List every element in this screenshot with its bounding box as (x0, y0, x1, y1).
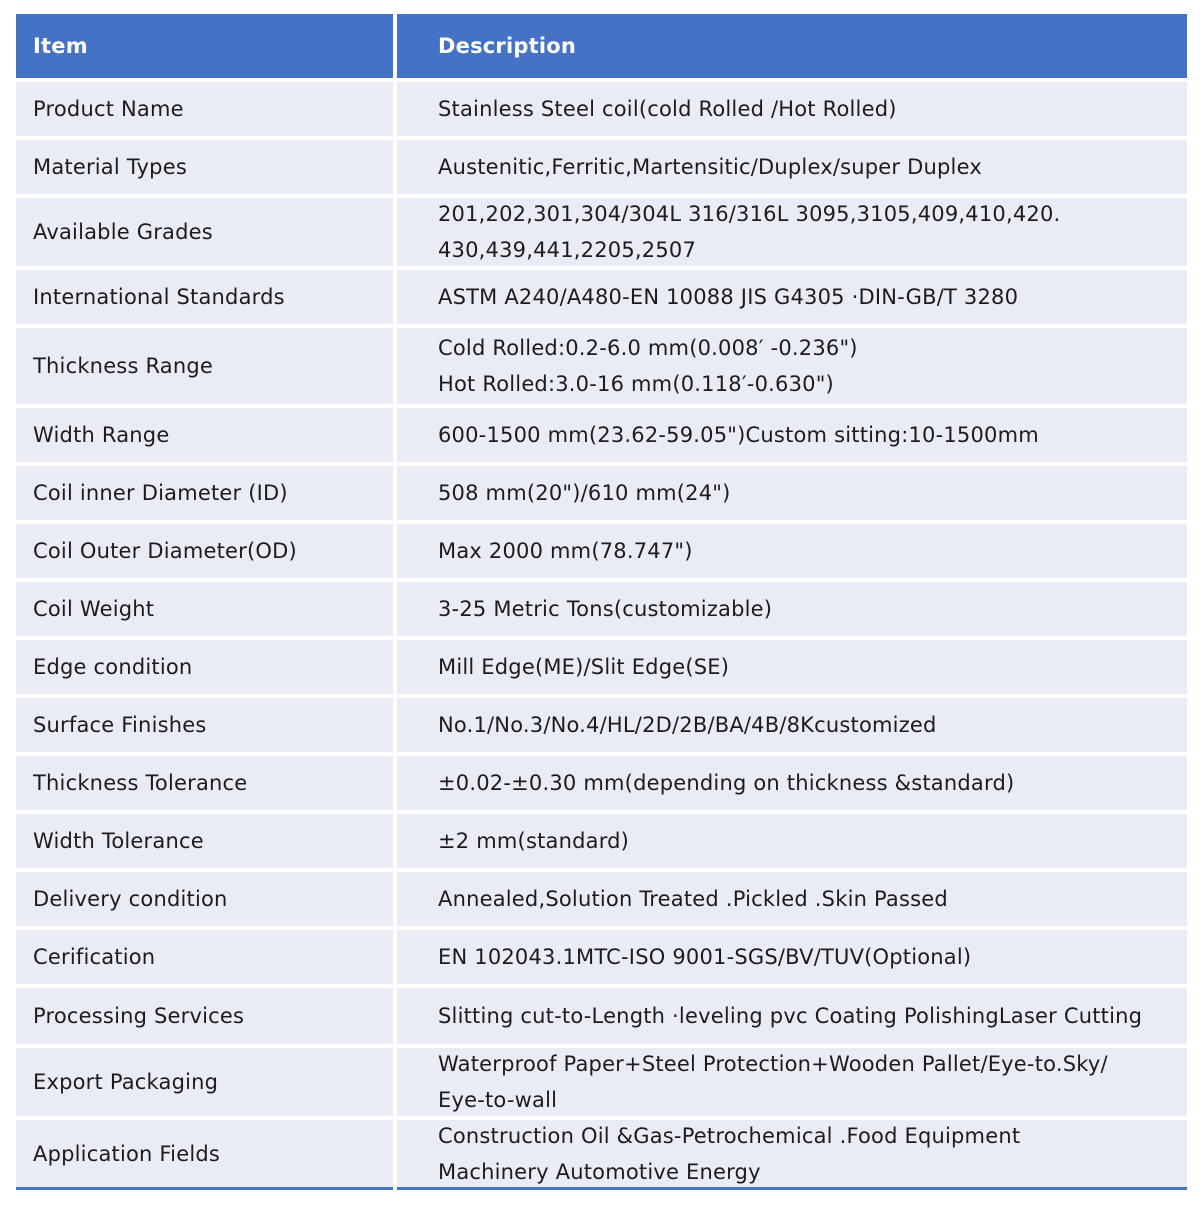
row-description-lines (438, 765, 1014, 801)
header-description (397, 14, 1187, 78)
row-item-cell (16, 814, 393, 868)
row-description-lines (438, 1118, 1020, 1190)
row-item-label: Delivery condition (33, 887, 228, 911)
row-item-cell (16, 988, 393, 1044)
row-item-label: Coil Outer Diameter(OD) (33, 539, 297, 563)
row-item-cell (16, 1048, 393, 1116)
row-description-line: Annealed,Solution Treated .Pickled .Skin Passed (438, 887, 948, 911)
row-description-lines (438, 939, 971, 975)
header-item (16, 14, 393, 78)
row-description-line: ±0.02-±0.30 mm(depending on thickness &standard) (438, 771, 1015, 795)
row-item-cell (16, 756, 393, 810)
row-description-line: 430,439,441,2205,2507 (438, 238, 697, 262)
row-item-cell (16, 1120, 393, 1190)
row-item-cell (16, 140, 393, 194)
row-description-lines (438, 279, 1018, 315)
row-description-cell (397, 328, 1187, 404)
row-description-cell (397, 698, 1187, 752)
row-description-cell (397, 756, 1187, 810)
row-description-line: Austenitic,Ferritic,Martensitic/Duplex/super Duplex (438, 155, 982, 179)
row-description-cell (397, 640, 1187, 694)
row-description-line: Eye-to-wall (438, 1088, 558, 1112)
row-description-line: ASTM A240/A480-EN 10088 JIS G4305 ·DIN-GB/T 3280 (438, 285, 1019, 309)
row-description-lines (438, 417, 1039, 453)
row-description-line: No.1/No.3/No.4/HL/2D/2B/BA/4B/8Kcustomized (438, 713, 937, 737)
row-item-cell (16, 582, 393, 636)
row-description-lines (438, 1046, 1108, 1118)
row-description-line: Waterproof Paper+Steel Protection+Wooden Pallet/Eye-to.Sky/ (438, 1052, 1108, 1076)
row-description-lines (438, 823, 629, 859)
row-description-line: Stainless Steel coil(cold Rolled /Hot Rolled) (438, 97, 897, 121)
row-description-lines (438, 475, 731, 511)
row-item-cell (16, 408, 393, 462)
row-description-line: Machinery Automotive Energy (438, 1159, 761, 1184)
row-item-label: Material Types (33, 155, 187, 179)
row-description-cell (397, 82, 1187, 136)
row-description-lines (438, 196, 1060, 268)
row-item-cell (16, 872, 393, 926)
row-item-label: Application Fields (33, 1141, 221, 1166)
row-item-cell (16, 270, 393, 324)
row-item-label: Product Name (33, 97, 184, 121)
row-description-lines (438, 533, 693, 569)
row-item-cell (16, 328, 393, 404)
row-description-lines (438, 591, 772, 627)
header-description-label: Description (438, 34, 577, 58)
row-item-label: Coil Weight (33, 597, 155, 621)
row-description-cell (397, 270, 1187, 324)
row-description-cell (397, 930, 1187, 984)
row-item-cell (16, 198, 393, 266)
row-description-line: EN 102043.1MTC-ISO 9001-SGS/BV/TUV(Optional) (438, 945, 972, 969)
row-description-line: Hot Rolled:3.0-16 mm(0.118′-0.630") (438, 372, 834, 396)
row-description-cell (397, 408, 1187, 462)
row-description-lines (438, 707, 937, 743)
row-description-lines (438, 91, 897, 127)
row-description-line: 508 mm(20")/610 mm(24") (438, 481, 731, 505)
row-description-cell (397, 582, 1187, 636)
row-item-label: Surface Finishes (33, 713, 207, 737)
row-item-label: Thickness Range (33, 354, 214, 378)
row-description-lines (438, 998, 1142, 1034)
row-description-line: 3-25 Metric Tons(customizable) (438, 597, 773, 621)
row-item-label: Cerification (33, 945, 156, 969)
row-description-cell (397, 1120, 1187, 1190)
row-description-cell (397, 140, 1187, 194)
row-item-label: Edge condition (33, 655, 193, 679)
row-description-lines (438, 149, 982, 185)
row-description-line: Max 2000 mm(78.747") (438, 539, 693, 563)
row-description-line: 600-1500 mm(23.62-59.05")Custom sitting:10-1500mm (438, 423, 1039, 447)
row-description-cell (397, 814, 1187, 868)
row-description-cell (397, 524, 1187, 578)
row-description-line: 201,202,301,304/304L 316/316L 3095,3105,409,410,420. (438, 202, 1061, 226)
row-item-label: Width Tolerance (33, 829, 204, 853)
row-item-label: Export Packaging (33, 1070, 219, 1094)
row-description-cell (397, 466, 1187, 520)
row-item-cell (16, 640, 393, 694)
row-description-cell (397, 872, 1187, 926)
row-item-cell (16, 524, 393, 578)
row-description-cell (397, 988, 1187, 1044)
row-item-cell (16, 930, 393, 984)
row-item-cell (16, 82, 393, 136)
row-description-line: Cold Rolled:0.2-6.0 mm(0.008′ -0.236") (438, 336, 858, 360)
row-item-label: International Standards (33, 285, 285, 309)
row-description-line: ±2 mm(standard) (438, 829, 630, 853)
row-description-line: Mill Edge(ME)/Slit Edge(SE) (438, 655, 730, 679)
row-description-cell (397, 1048, 1187, 1116)
header-item-label: Item (33, 34, 88, 58)
row-description-line: Slitting cut-to-Length ·leveling pvc Coating PolishingLaser Cutting (438, 1004, 1143, 1028)
row-description-lines (438, 330, 858, 402)
row-item-label: Processing Services (33, 1004, 245, 1028)
row-description-lines (438, 881, 948, 917)
row-item-label: Width Range (33, 423, 170, 447)
row-item-label: Coil inner Diameter (ID) (33, 481, 288, 505)
row-description-line: Construction Oil &Gas-Petrochemical .Food Equipment (438, 1123, 1021, 1148)
row-description-lines (438, 649, 729, 685)
row-item-label: Available Grades (33, 220, 213, 244)
row-description-cell (397, 198, 1187, 266)
spec-table (16, 14, 1187, 1190)
row-item-cell (16, 466, 393, 520)
row-item-label: Thickness Tolerance (33, 771, 248, 795)
row-item-cell (16, 698, 393, 752)
